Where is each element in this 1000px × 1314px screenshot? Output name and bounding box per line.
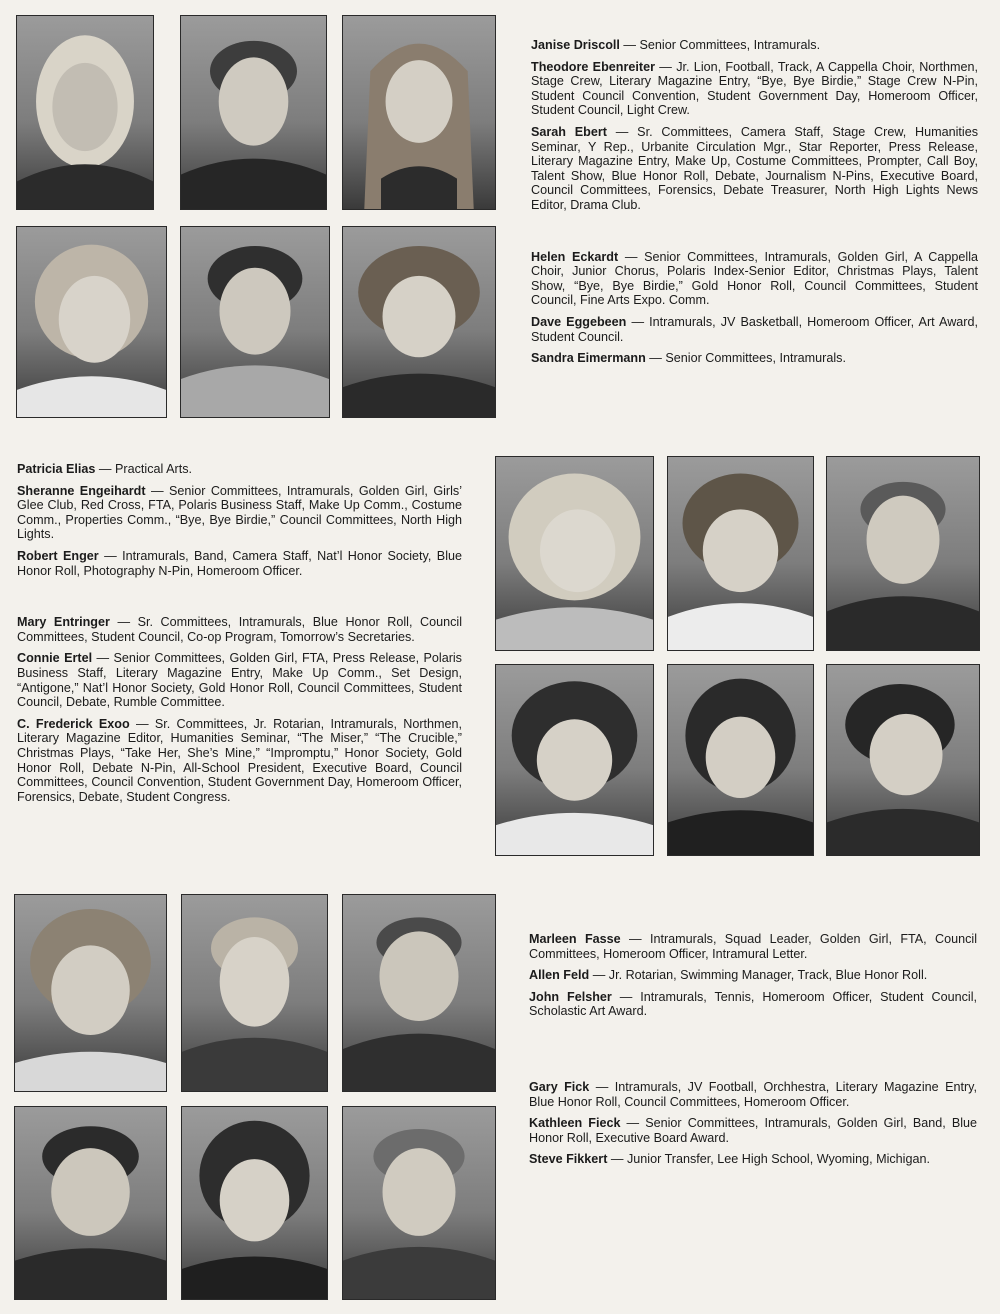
spacer [529, 1026, 977, 1080]
portrait-photo [495, 664, 654, 856]
bio-entry: Robert Enger — Intramurals, Band, Camera Staff, Nat’l Honor Society, Blue Honor Roll, Photography N-Pin, Homeroom Officer. [17, 548, 462, 578]
student-activities: Junior Transfer, Lee High School, Wyoming, Michigan. [627, 1152, 930, 1167]
student-activities: Sr. Committees, Jr. Rotarian, Intramurals, Northmen, Literary Magazine Editor, Humanities Seminar, “The Miser,” “The Crucible,” Christmas Plays, “Take Her, She’s Mine,” “Impromptu,” Honor Society, Gold Honor Roll, Debate N-Pin, All-School President, Executive Board, Council Committees, Council Convention, Student Government Day, Homeroom Officer, Forensics, Debate, Student Congress. [17, 716, 463, 804]
student-name: Patricia Elias [17, 462, 96, 476]
student-name: John Felsher [529, 989, 612, 1004]
bio-entry: Dave Eggebeen — Intramurals, JV Basketball, Homeroom Officer, Art Award, Student Council. [531, 314, 978, 344]
student-name: Gary Fick [529, 1079, 590, 1094]
spacer [17, 585, 462, 615]
student-name: Allen Feld [529, 968, 590, 983]
student-activities: Senior Committees, Golden Girl, FTA, Press Release, Polaris Business Staff, Literary Magazine Entry, Make Up Comm., Set Design, “Antigone,” Nat’l Honor Society, Gold Honor Roll, Council Committees, Student Council, Debate, Rumble Committee. [17, 651, 462, 710]
portrait-photo-icon [181, 227, 329, 417]
student-activities: Jr. Rotarian, Swimming Manager, Track, Blue Honor Roll. [608, 968, 928, 983]
bio-entry: Mary Entringer — Sr. Committees, Intramurals, Blue Honor Roll, Council Committees, Student Council, Co-op Program, Tomorrow’s Secretaries. [17, 615, 462, 644]
student-activities: Intramurals, Band, Camera Staff, Nat’l Honor Society, Blue Honor Roll, Photography N-Pin, Homeroom Officer. [17, 548, 462, 578]
student-activities: Senior Committees, Intramurals, Golden Girl, A Cappella Choir, Junior Chorus, Polaris Index-Senior Editor, Christmas Plays, Talent Show, “Bye, Bye Birdie,” Gold Honor Roll, Council Committees, Student Council, Fine Arts Expo. Comm. [531, 249, 979, 308]
student-name: Sandra Eimermann [531, 351, 646, 366]
student-name: Steve Fikkert [529, 1152, 608, 1167]
portrait-photo [180, 15, 327, 210]
student-activities: Senior Committees, Intramurals. [639, 38, 821, 52]
student-name: Sarah Ebert [531, 124, 607, 139]
portrait-photo [342, 226, 496, 418]
bio-list-section-1 [531, 38, 978, 373]
bio-entry: John Felsher — Intramurals, Tennis, Homeroom Officer, Student Council, Scholastic Art Award. [529, 989, 977, 1019]
portrait-photo-icon [182, 1107, 327, 1299]
portrait-photo-icon [343, 895, 495, 1091]
bio-entry: Theodore Ebenreiter — Jr. Lion, Football, Track, A Cappella Choir, Northmen, Stage Crew, Literary Magazine Entry, “Bye, Bye Birdie,” Stage Crew N-Pin, Student Council Convention, Student Government Day, Homeroom Officer, Student Council, Light Crew. [531, 59, 978, 118]
student-name: Dave Eggebeen [531, 314, 627, 329]
student-activities: Practical Arts. [115, 462, 192, 476]
bio-entry: Gary Fick — Intramurals, JV Football, Orchhestra, Literary Magazine Entry, Blue Honor Roll, Council Committees, Homeroom Officer. [529, 1079, 978, 1109]
portrait-photo [667, 664, 814, 856]
portrait-photo-icon [496, 457, 653, 650]
student-activities: Sr. Committees, Intramurals, Blue Honor Roll, Council Committees, Student Council, Co-op Program, Tomorrow’s Secretaries. [17, 615, 462, 644]
portrait-photo [14, 894, 167, 1092]
bio-entry: Allen Feld — Jr. Rotarian, Swimming Manager, Track, Blue Honor Roll. [529, 968, 928, 983]
portrait-photo-icon [496, 665, 653, 855]
student-name: Sheranne Engeihardt [17, 483, 146, 498]
student-activities: Senior Committees, Intramurals. [665, 351, 846, 366]
portrait-photo-icon [668, 457, 813, 650]
bio-list-section-2 [17, 462, 462, 811]
portrait-photo [495, 456, 654, 651]
student-activities: Intramurals, JV Basketball, Homeroom Officer, Art Award, Student Council. [531, 314, 978, 344]
bio-entry: Connie Ertel — Senior Committees, Golden Girl, FTA, Press Release, Polaris Business Staff, Literary Magazine Entry, Make Up Comm., Set Design, “Antigone,” Nat’l Honor Society, Gold Honor Roll, Council Committees, Student Council, Debate, Rumble Committee. [17, 651, 462, 710]
portrait-photo-icon [17, 16, 153, 209]
student-name: C. Frederick Exoo [17, 716, 130, 731]
portrait-photo [826, 664, 980, 856]
student-activities: Intramurals, Squad Leader, Golden Girl, FTA, Council Committees, Homeroom Officer, Intramural Letter. [529, 932, 978, 961]
portrait-photo [180, 226, 330, 418]
student-name: Mary Entringer [17, 615, 110, 630]
bio-entry: Sarah Ebert — Sr. Committees, Camera Staff, Stage Crew, Humanities Seminar, Y Rep., Urbanite Circulation Mgr., Star Reporter, Press Release, Literary Magazine Entry, Make Up, Costume Committees, Prompter, Call Boy, Talent Show, Blue Honor Roll, Debate, Journalism N-Pins, Executive Board, Council Committees, Forensics, Debate Treasurer, North High Lights News Editor, Drama Club. [531, 124, 979, 212]
portrait-photo [181, 894, 328, 1092]
portrait-photo-icon [827, 665, 979, 855]
student-activities: Senior Committees, Intramurals, Golden Girl, Band, Blue Honor Roll, Executive Board Award. [529, 1116, 978, 1145]
portrait-photo-icon [182, 895, 327, 1091]
bio-entry: Janise Driscoll — Senior Committees, Intramurals. [531, 38, 821, 52]
bio-entry: Marleen Fasse — Intramurals, Squad Leader, Golden Girl, FTA, Council Committees, Homeroom Officer, Intramural Letter. [529, 932, 978, 961]
student-activities: Jr. Lion, Football, Track, A Cappella Choir, Northmen, Stage Crew, Literary Magazine Entry, “Bye, Bye Birdie,” Stage Crew N-Pin, Student Council Convention, Student Government Day, Homeroom Officer, Student Council, Light Crew. [531, 59, 978, 118]
portrait-photo [342, 15, 496, 210]
student-activities: Sr. Committees, Camera Staff, Stage Crew, Humanities Seminar, Y Rep., Urbanite Circulation Mgr., Star Reporter, Press Release, Literary Magazine Entry, Make Up, Costume Committees, Prompter, Call Boy, Talent Show, Blue Honor Roll, Debate, Journalism N-Pins, Executive Board, Council Committees, Forensics, Debate Treasurer, North High Lights News Editor, Drama Club. [531, 124, 979, 212]
bio-entry: Steve Fikkert — Junior Transfer, Lee High School, Wyoming, Michigan. [529, 1152, 930, 1167]
portrait-photo [342, 894, 496, 1092]
portrait-photo [181, 1106, 328, 1300]
student-activities: Intramurals, JV Football, Orchhestra, Literary Magazine Entry, Blue Honor Roll, Council Committees, Homeroom Officer. [529, 1079, 978, 1109]
bio-entry: Sandra Eimermann — Senior Committees, Intramurals. [531, 351, 846, 366]
bio-entry: C. Frederick Exoo — Sr. Committees, Jr. Rotarian, Intramurals, Northmen, Literary Magazine Editor, Humanities Seminar, “The Miser,” “The Crucible,” Christmas Plays, “Take Her, She’s Mine,” “Impromptu,” Honor Society, Gold Honor Roll, Debate N-Pin, All-School President, Executive Board, Council Committees, Council Convention, Student Government Day, Homeroom Officer, Forensics, Debate, Student Congress. [17, 716, 463, 804]
bio-list-section-3 [529, 932, 977, 1174]
portrait-photo-icon [827, 457, 979, 650]
portrait-photo [14, 1106, 167, 1300]
portrait-photo [826, 456, 980, 651]
portrait-photo-icon [343, 16, 495, 209]
bio-entry: Kathleen Fieck — Senior Committees, Intramurals, Golden Girl, Band, Blue Honor Roll, Executive Board Award. [529, 1116, 978, 1145]
spacer [531, 220, 978, 250]
portrait-photo-icon [343, 1107, 495, 1299]
student-activities: Senior Committees, Intramurals, Golden Girl, Girls’ Glee Club, Red Cross, FTA, Polaris Business Staff, Make Up Comm., Costume Comm., Properties Comm., “Bye, Bye Birdie,” Council Committees, North High Lights. [17, 483, 463, 542]
bio-entry: Helen Eckardt — Senior Committees, Intramurals, Golden Girl, A Cappella Choir, Junior Chorus, Polaris Index-Senior Editor, Christmas Plays, Talent Show, “Bye, Bye Birdie,” Gold Honor Roll, Council Committees, Student Council, Fine Arts Expo. Comm. [531, 249, 979, 308]
portrait-photo-icon [17, 227, 166, 417]
bio-entry: Patricia Elias — Practical Arts. [17, 462, 192, 476]
bio-entry: Sheranne Engeihardt — Senior Committees, Intramurals, Golden Girl, Girls’ Glee Club, Red Cross, FTA, Polaris Business Staff, Make Up Comm., Costume Comm., Properties Comm., “Bye, Bye Birdie,” Council Committees, North High Lights. [17, 483, 463, 542]
student-name: Janise Driscoll [531, 38, 620, 52]
portrait-photo [342, 1106, 496, 1300]
portrait-photo-icon [15, 1107, 166, 1299]
student-name: Marleen Fasse [529, 932, 621, 946]
portrait-photo-icon [668, 665, 813, 855]
portrait-photo-icon [15, 895, 166, 1091]
portrait-photo-icon [181, 16, 326, 209]
student-name: Robert Enger [17, 548, 99, 563]
portrait-photo [16, 15, 154, 210]
portrait-photo-icon [343, 227, 495, 417]
portrait-photo [16, 226, 167, 418]
portrait-photo [667, 456, 814, 651]
student-name: Theodore Ebenreiter [531, 59, 655, 74]
student-activities: Intramurals, Tennis, Homeroom Officer, Student Council, Scholastic Art Award. [529, 989, 977, 1019]
student-name: Helen Eckardt [531, 249, 619, 264]
student-name: Connie Ertel [17, 651, 93, 666]
student-name: Kathleen Fieck [529, 1116, 621, 1131]
